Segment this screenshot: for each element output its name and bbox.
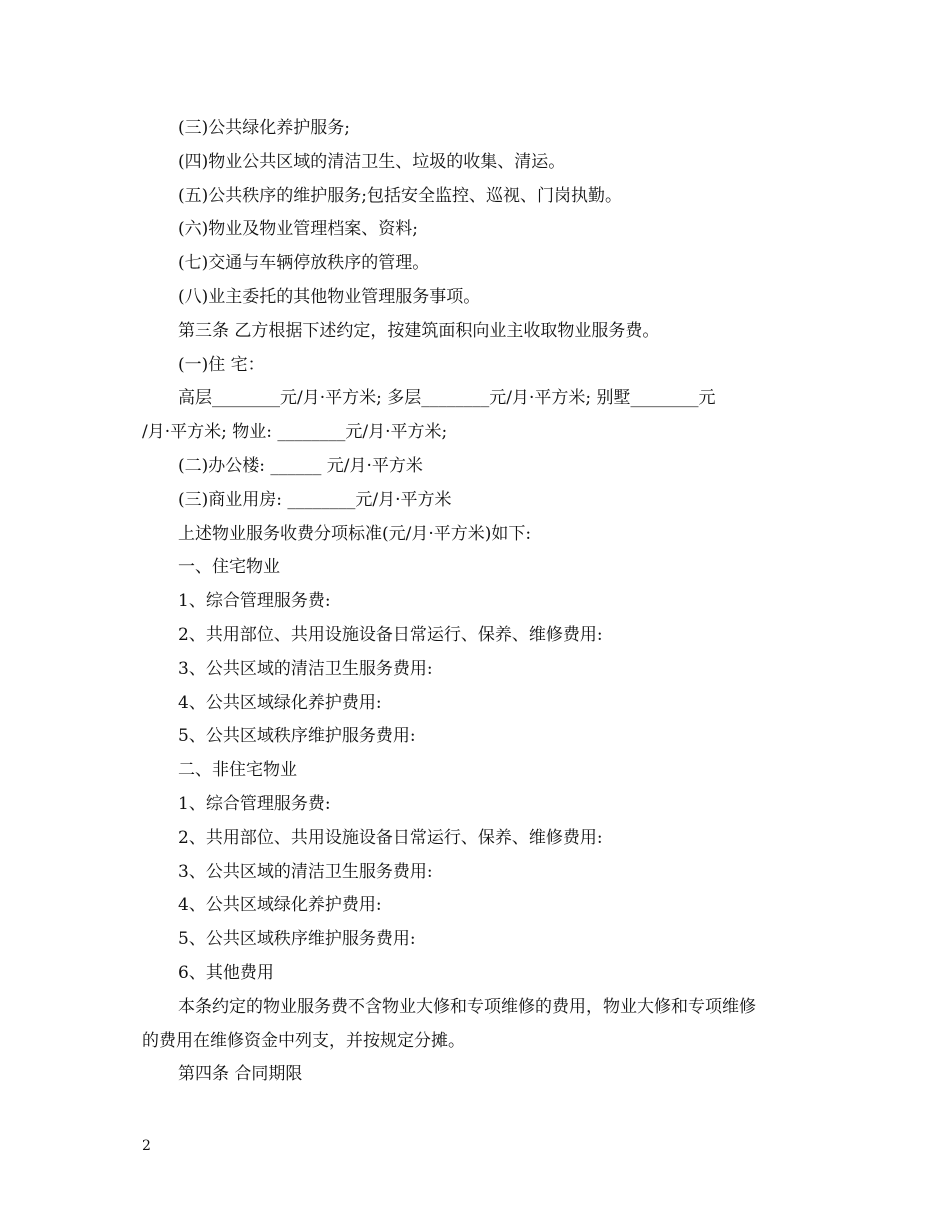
list-item: 1、综合管理服务费:	[178, 793, 331, 814]
page-number: 2	[142, 1138, 151, 1154]
list-item: 2、共用部位、共用设施设备日常运行、保养、维修费用:	[178, 624, 603, 645]
fee-line: 高层________元/月·平方米; 多层________元/月·平方米; 别墅________元	[178, 388, 716, 409]
text-line: (七)交通与车辆停放秩序的管理。	[178, 253, 430, 274]
fee-line: (二)办公楼: ______ 元/月·平方米	[178, 455, 423, 476]
list-item: 5、公共区域秩序维护服务费用:	[178, 929, 416, 950]
text-line: (一)住 宅：	[178, 354, 265, 375]
text-line: (八)业主委托的其他物业管理服务事项。	[178, 286, 481, 307]
article-heading: 第三条 乙方根据下述约定，按建筑面积向业主收取物业服务费。	[178, 320, 660, 341]
text-line-continuation: 的费用在维修资金中列支，并按规定分摊。	[142, 1030, 465, 1051]
fee-line-continuation: /月·平方米; 物业: ________元/月·平方米;	[142, 422, 448, 443]
article-heading: 第四条 合同期限	[178, 1064, 303, 1085]
section-heading: 一、住宅物业	[178, 557, 280, 578]
document-body	[142, 112, 812, 1092]
text-line: 本条约定的物业服务费不含物业大修和专项维修的费用，物业大修和专项维修	[178, 996, 756, 1017]
section-heading: 二、非住宅物业	[178, 760, 297, 781]
list-item: 6、其他费用	[178, 962, 274, 983]
text-line: (五)公共秩序的维护服务;包括安全监控、巡视、门岗执勤。	[178, 185, 622, 206]
text-line: (六)物业及物业管理档案、资料;	[178, 219, 418, 240]
list-item: 3、公共区域的清洁卫生服务费用:	[178, 861, 433, 882]
list-item: 1、综合管理服务费:	[178, 591, 331, 612]
text-line: (三)公共绿化养护服务;	[178, 118, 350, 138]
fee-line: (三)商业用房: ________元/月·平方米	[178, 489, 452, 510]
list-item: 5、公共区域秩序维护服务费用:	[178, 726, 416, 747]
list-item: 4、公共区域绿化养护费用:	[178, 692, 382, 713]
text-line: (四)物业公共区域的清洁卫生、垃圾的收集、清运。	[178, 151, 566, 172]
list-item: 3、公共区域的清洁卫生服务费用:	[178, 658, 433, 679]
text-line: 上述物业服务收费分项标准(元/月·平方米)如下:	[178, 523, 532, 544]
list-item: 2、共用部位、共用设施设备日常运行、保养、维修费用:	[178, 827, 603, 848]
list-item: 4、公共区域绿化养护费用:	[178, 895, 382, 916]
